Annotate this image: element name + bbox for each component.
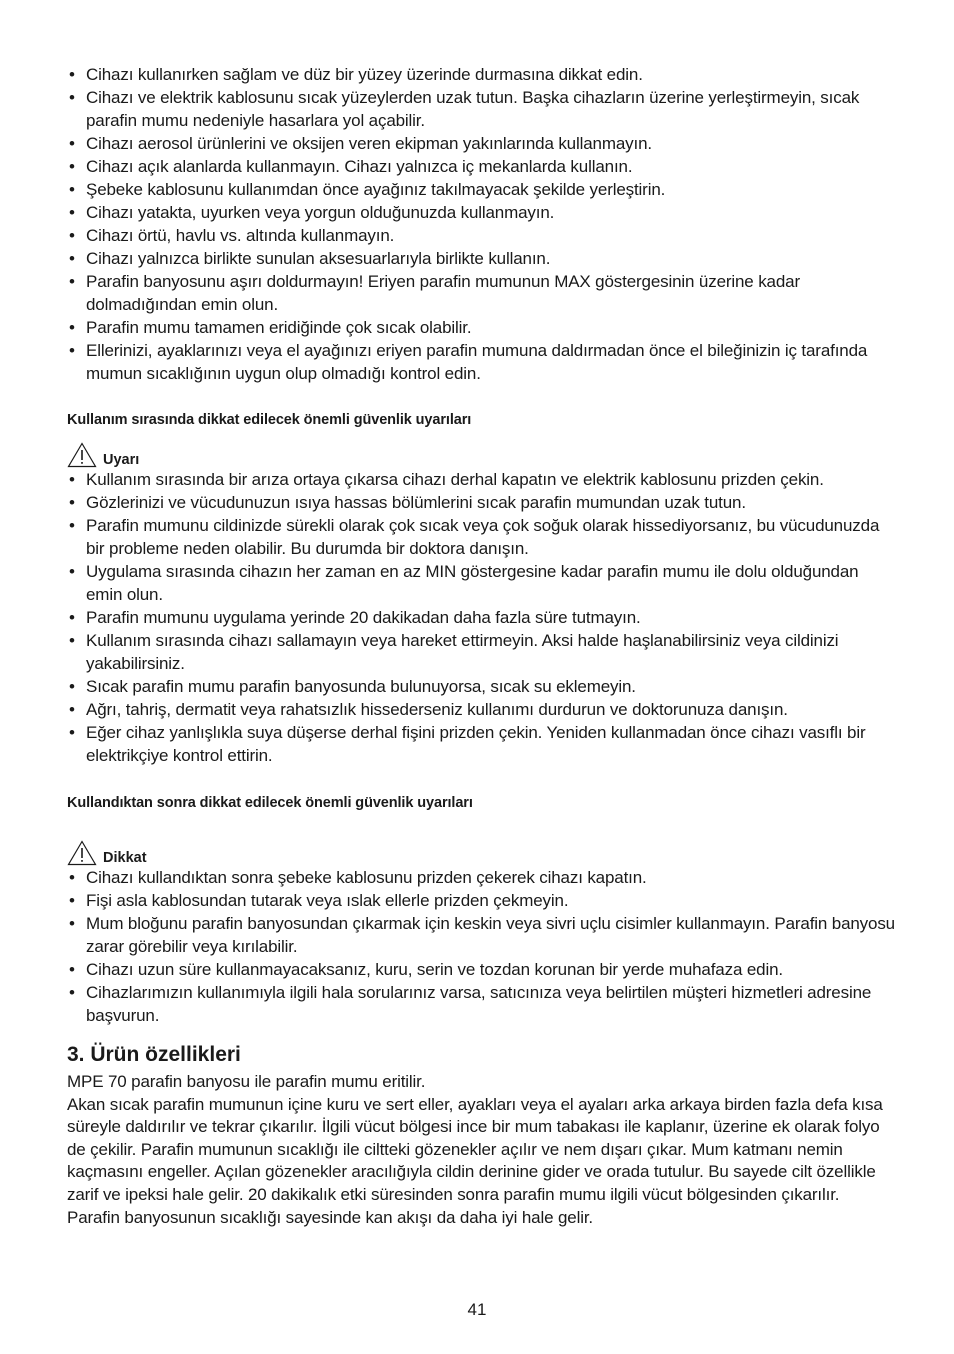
list-item: • Eğer cihaz yanlışlıkla suya düşerse derhal fişini prizden çekin. Yeniden kullanmadan önce cihazı vasıflı bir elektrikçiye kontrol ettirin. <box>67 721 897 767</box>
list-item: • Sıcak parafin mumu parafin banyosunda bulunuyorsa, sıcak su eklemeyin. <box>67 675 897 698</box>
warning-triangle-icon <box>67 442 97 468</box>
list-item: • Parafin banyosunu aşırı doldurmayın! Eriyen parafin mumunun MAX göstergesinin üzerine kadar dolmadığından emin olun. <box>67 270 897 316</box>
paragraph: MPE 70 parafin banyosu ile parafin mumu eritilir. <box>67 1072 426 1091</box>
section-heading-after-use: Kullandıktan sonra dikkat edilecek önemli güvenlik uyarıları <box>67 795 473 811</box>
list-item: • Kullanım sırasında cihazı sallamayın veya hareket ettirmeyin. Aksi halde haşlanabilirsiniz veya cildinizi yakabilirsiniz. <box>67 629 897 675</box>
list-item: • Gözlerinizi ve vücudunuzun ısıya hassas bölümlerini sıcak parafin mumundan uzak tutun. <box>67 491 897 514</box>
safety-list-after-use <box>67 866 897 1027</box>
paragraph: Parafin banyosunun sıcaklığı sayesinde kan akışı da daha iyi hale gelir. <box>67 1207 593 1227</box>
caution-label-row <box>67 840 897 866</box>
page-number: 41 <box>467 1300 487 1319</box>
list-item: • Cihazı kullandıktan sonra şebeke kablosunu prizden çekerek cihazı kapatın. <box>67 866 897 889</box>
warning-label-row <box>67 442 897 468</box>
list-item: • Fişi asla kablosundan tutarak veya ıslak ellerle prizden çekmeyin. <box>67 889 897 912</box>
safety-list-during-use <box>67 468 897 767</box>
list-item: • Ağrı, tahriş, dermatit veya rahatsızlık hissederseniz kullanımı durdurun ve doktorunuza danışın. <box>67 698 897 721</box>
list-item: • Cihazı yalnızca birlikte sunulan aksesuarlarıyla birlikte kullanın. <box>67 247 897 270</box>
list-item: • Cihazı yatakta, uyurken veya yorgun olduğunuzda kullanmayın. <box>67 201 897 224</box>
list-item: • Kullanım sırasında bir arıza ortaya çıkarsa cihazı derhal kapatın ve elektrik kablosunu prizden çekin. <box>67 468 897 491</box>
warning-triangle-icon <box>67 840 97 866</box>
list-item: • Cihazı örtü, havlu vs. altında kullanmayın. <box>67 224 897 247</box>
list-item: • Cihazı kullanırken sağlam ve düz bir yüzey üzerinde durmasına dikkat edin. <box>67 63 897 86</box>
list-item: • Şebeke kablosunu kullanımdan önce ayağınız takılmayacak şekilde yerleştirin. <box>67 178 897 201</box>
list-item: • Mum bloğunu parafin banyosundan çıkarmak için keskin veya sivri uçlu cisimler kullanmayın. Parafin banyosu zarar görebilir veya kırılabilir. <box>67 912 897 958</box>
list-item: • Cihazı aerosol ürünlerini ve oksijen veren ekipman yakınlarında kullanmayın. <box>67 132 897 155</box>
list-item: • Cihazı açık alanlarda kullanmayın. Cihazı yalnızca iç mekanlarda kullanın. <box>67 155 897 178</box>
list-item: • Parafin mumunu uygulama yerinde 20 dakikadan daha fazla süre tutmayın. <box>67 606 897 629</box>
list-item: • Uygulama sırasında cihazın her zaman en az MIN göstergesine kadar parafin mumu ile dolu olduğundan emin olun. <box>67 560 897 606</box>
section-title-product-features: 3. Ürün özellikleri <box>67 1043 241 1066</box>
list-item: • Ellerinizi, ayaklarınızı veya el ayağınızı eriyen parafin mumuna daldırmadan önce el bileğinizin iç tarafında mumun sıcaklığının uygun olup olmadığı kontrol edin. <box>67 339 897 385</box>
paragraph: Akan sıcak parafin mumunun içine kuru ve sert eller, ayakları veya el ayaları arka arkaya birden fazla defa kısa süreyle daldırılır ve tekrar çıkarılır. İlgili vücut bölgesi ince bir mum tabakası ile kaplanır, üzerine ek olarak folyo de çekilir. Parafin mumunun sıcaklığı ile ciltteki gözenekler açılır ve nem dışarı çıkar. Mum katmanı nemin kaçmasını engeller. Açılan gözenekler aracılığıyla cildin derinine gider ve orada tutulur. Bu sayede cilt özellikle zarif ve ipeksi hale gelir. 20 dakikalık etki süresinden sonra parafin mumu ilgili vücut bölgesinden çıkarılır. <box>67 1094 883 1204</box>
list-item: • Parafin mumu tamamen eridiğinde çok sıcak olabilir. <box>67 316 897 339</box>
safety-list-general <box>67 63 897 385</box>
warning-label: Uyarı <box>103 452 140 468</box>
list-item: • Parafin mumunu cildinizde sürekli olarak çok sıcak veya çok soğuk olarak hissediyorsanız, bu vücudunuzda bir probleme neden olabilir. Bu durumda bir doktora danışın. <box>67 514 897 560</box>
document-page <box>67 63 897 1229</box>
list-item: • Cihazlarımızın kullanımıyla ilgili hala sorularınız varsa, satıcınıza veya belirtilen müşteri hizmetleri adresine başvurun. <box>67 981 897 1027</box>
section-heading-during-use: Kullanım sırasında dikkat edilecek önemli güvenlik uyarıları <box>67 412 472 428</box>
caution-label: Dikkat <box>103 850 147 866</box>
list-item: • Cihazı ve elektrik kablosunu sıcak yüzeylerden uzak tutun. Başka cihazların üzerine yerleştirmeyin, sıcak parafin mumu nedeniyle hasarlara yol açabilir. <box>67 86 897 132</box>
list-item: • Cihazı uzun süre kullanmayacaksanız, kuru, serin ve tozdan korunan bir yerde muhafaza edin. <box>67 958 897 981</box>
